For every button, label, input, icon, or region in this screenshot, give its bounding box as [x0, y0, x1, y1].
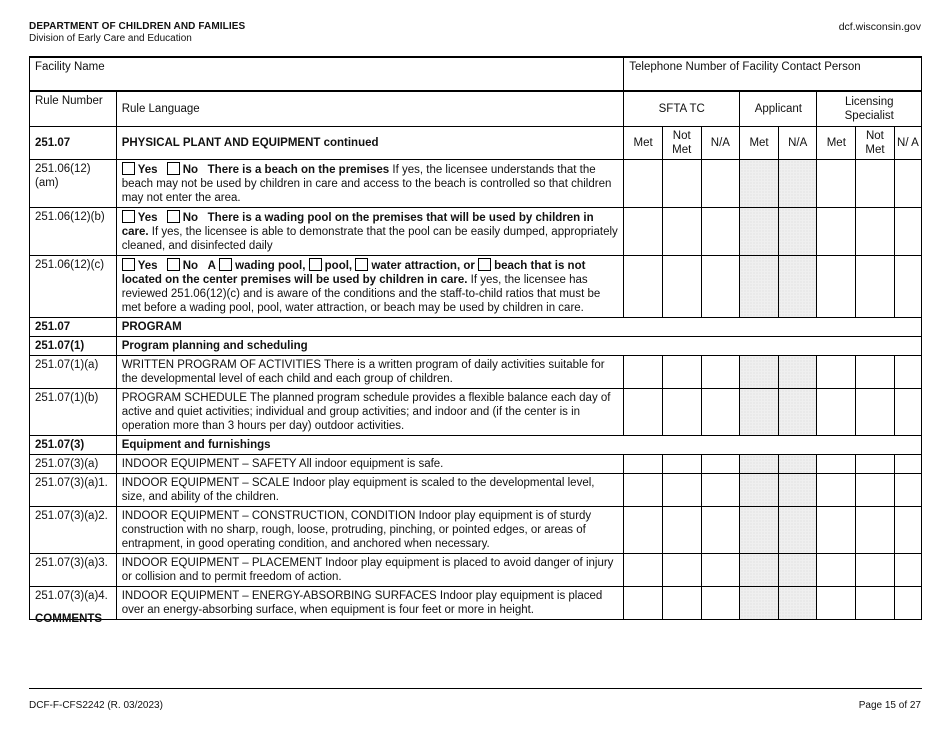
- page-number: Page 15 of 27: [858, 700, 921, 711]
- sfta-not-met-cell[interactable]: [662, 554, 701, 587]
- no-label: No: [182, 260, 199, 272]
- section-number: 251.07: [30, 318, 117, 337]
- yes-label: Yes: [137, 164, 158, 176]
- rule-number: 251.07(1)(a): [30, 356, 117, 389]
- table-row: [30, 160, 922, 208]
- licensing-met-cell[interactable]: [817, 455, 856, 474]
- sfta-met-cell[interactable]: [624, 554, 663, 587]
- no-label: No: [182, 212, 199, 224]
- rule-number: 251.07(3)(a)2.: [30, 507, 117, 554]
- telephone-label: Telephone Number of Facility Contact Person: [629, 61, 861, 73]
- table-row: [30, 455, 922, 474]
- table-row: [30, 587, 922, 620]
- licensing-met-header: Met: [817, 127, 856, 160]
- rule-language: [116, 256, 624, 318]
- yes-label: Yes: [137, 260, 158, 272]
- table-row: [30, 474, 922, 507]
- water-attraction-checkbox[interactable]: [355, 258, 368, 271]
- table-row: [30, 554, 922, 587]
- rule-language: INDOOR EQUIPMENT – PLACEMENT Indoor play equipment is placed to avoid danger of injury or collision and to permit freedom of action.: [116, 554, 624, 587]
- department-name: DEPARTMENT OF CHILDREN AND FAMILIES: [29, 21, 246, 32]
- sfta-not-met-cell[interactable]: [662, 208, 701, 256]
- licensing-na-header: N/ A: [894, 127, 921, 160]
- licensing-met-cell[interactable]: [817, 160, 856, 208]
- licensing-met-cell[interactable]: [817, 554, 856, 587]
- sfta-met-cell[interactable]: [624, 507, 663, 554]
- rule-number: 251.07(3)(a): [30, 455, 117, 474]
- licensing-na-cell[interactable]: [894, 208, 921, 256]
- facility-name-label: Facility Name: [35, 61, 105, 73]
- sfta-met-cell[interactable]: [624, 587, 663, 620]
- applicant-met-cell[interactable]: [740, 507, 779, 554]
- sfta-not-met-cell[interactable]: [662, 160, 701, 208]
- licensing-na-cell[interactable]: [894, 474, 921, 507]
- sfta-met-cell[interactable]: [624, 356, 663, 389]
- licensing-not-met-cell[interactable]: [856, 507, 895, 554]
- applicant-met-header: Met: [740, 127, 779, 160]
- licensing-na-cell[interactable]: [894, 356, 921, 389]
- facility-info-row: [30, 58, 922, 92]
- sfta-not-met-cell[interactable]: [662, 356, 701, 389]
- subsection-number: 251.07(1): [30, 337, 117, 356]
- licensing-na-cell[interactable]: [894, 389, 921, 436]
- a-label: A: [207, 260, 216, 272]
- section-header-row: [30, 127, 922, 160]
- group-applicant: Applicant: [740, 91, 817, 127]
- licensing-met-cell[interactable]: [817, 256, 856, 318]
- licensing-met-cell[interactable]: [817, 356, 856, 389]
- licensing-na-cell[interactable]: [894, 507, 921, 554]
- sfta-not-met-cell[interactable]: [662, 256, 701, 318]
- licensing-met-cell[interactable]: [817, 208, 856, 256]
- licensing-not-met-cell[interactable]: [856, 389, 895, 436]
- rule-language: PROGRAM SCHEDULE The planned program schedule provides a flexible balance each day of active and quiet activities; individual and group activities; and indoor and (if the center is in operation more than 3 hours per day) outdoor activities.: [116, 389, 624, 436]
- applicant-na-cell[interactable]: [778, 507, 817, 554]
- rule-statement: There is a beach on the premises: [207, 164, 390, 176]
- sfta-na-cell[interactable]: [701, 256, 740, 318]
- applicant-met-cell[interactable]: [740, 455, 779, 474]
- section-title: PROGRAM: [116, 318, 921, 337]
- rule-number: 251.06(12)(am): [30, 160, 117, 208]
- sfta-na-cell[interactable]: [701, 554, 740, 587]
- rule-language: [116, 208, 624, 256]
- table-row: [30, 256, 922, 318]
- licensing-not-met-cell[interactable]: [856, 474, 895, 507]
- yes-checkbox[interactable]: [122, 162, 135, 175]
- sfta-met-cell[interactable]: [624, 256, 663, 318]
- subsection-title: Equipment and furnishings: [116, 436, 921, 455]
- rule-language: WRITTEN PROGRAM OF ACTIVITIES There is a written program of daily activities suitable for the developmental level of each child and each group of children.: [116, 356, 624, 389]
- wading-pool-checkbox[interactable]: [219, 258, 232, 271]
- licensing-na-cell[interactable]: [894, 160, 921, 208]
- group-licensing-specialist: Licensing Specialist: [817, 91, 922, 127]
- applicant-met-cell[interactable]: [740, 356, 779, 389]
- licensing-met-cell[interactable]: [817, 587, 856, 620]
- sfta-not-met-cell[interactable]: [662, 587, 701, 620]
- sfta-not-met-cell[interactable]: [662, 474, 701, 507]
- rule-language: INDOOR EQUIPMENT – ENERGY-ABSORBING SURFACES Indoor play equipment is placed over an energy-absorbing surface, when equipment is four feet or more in height.: [116, 587, 624, 620]
- sfta-na-cell[interactable]: [701, 587, 740, 620]
- licensing-met-cell[interactable]: [817, 389, 856, 436]
- rule-statement: located on the center premises will be used by children in care.: [121, 274, 468, 286]
- applicant-na-cell[interactable]: [778, 160, 817, 208]
- rule-detail: If yes, the licensee is able to demonstrate that the pool can be easily dumped, appropriately cleaned, and disinfected daily: [121, 226, 618, 252]
- comments-label: COMMENTS: [35, 613, 103, 625]
- division-name: Division of Early Care and Education: [29, 33, 192, 44]
- licensing-na-cell[interactable]: [894, 256, 921, 318]
- no-checkbox[interactable]: [167, 162, 180, 175]
- rule-number: 251.07(3)(a)1.: [30, 474, 117, 507]
- rule-number: 251.06(12)(b): [30, 208, 117, 256]
- sfta-met-cell[interactable]: [624, 208, 663, 256]
- sfta-na-cell[interactable]: [701, 455, 740, 474]
- section-title: PHYSICAL PLANT AND EQUIPMENT continued: [116, 127, 624, 160]
- licensing-not-met-header: Not Met: [856, 127, 895, 160]
- applicant-na-cell[interactable]: [778, 356, 817, 389]
- group-sfta-tc: SFTA TC: [624, 91, 740, 127]
- form-number: DCF-F-CFS2242 (R. 03/2023): [29, 700, 163, 711]
- yes-label: Yes: [137, 212, 158, 224]
- subsection-header-row: [30, 436, 922, 455]
- rule-language: [116, 160, 624, 208]
- rule-number: 251.07(3)(a)4.: [30, 587, 117, 620]
- no-checkbox[interactable]: [167, 258, 180, 271]
- beach-label: beach that is not: [494, 260, 586, 272]
- licensing-met-cell[interactable]: [817, 474, 856, 507]
- website: dcf.wisconsin.gov: [838, 21, 921, 33]
- licensing-checklist-table: [29, 57, 922, 620]
- subsection-title: Program planning and scheduling: [116, 337, 921, 356]
- wading-pool-label: wading pool,: [235, 260, 306, 272]
- sfta-not-met-cell[interactable]: [662, 455, 701, 474]
- col-rule-number: Rule Number: [30, 91, 117, 127]
- rule-number: 251.06(12)(c): [30, 256, 117, 318]
- applicant-na-cell[interactable]: [778, 474, 817, 507]
- rule-language: INDOOR EQUIPMENT – SCALE Indoor play equipment is scaled to the developmental level, size, and ability of the children.: [116, 474, 624, 507]
- licensing-na-cell[interactable]: [894, 587, 921, 620]
- sfta-met-header: Met: [624, 127, 663, 160]
- yes-checkbox[interactable]: [122, 258, 135, 271]
- applicant-na-header: N/A: [778, 127, 817, 160]
- licensing-not-met-cell[interactable]: [856, 208, 895, 256]
- licensing-not-met-cell[interactable]: [856, 587, 895, 620]
- sfta-na-cell[interactable]: [701, 474, 740, 507]
- licensing-na-cell[interactable]: [894, 455, 921, 474]
- table-row: [30, 356, 922, 389]
- pool-label: pool,: [324, 260, 353, 272]
- telephone-field[interactable]: [624, 58, 922, 92]
- column-header-row: [30, 91, 922, 127]
- rule-number: 251.07(3)(a)3.: [30, 554, 117, 587]
- applicant-na-cell[interactable]: [778, 389, 817, 436]
- rule-language: INDOOR EQUIPMENT – CONSTRUCTION, CONDITION Indoor play equipment is of sturdy construction with no sharp, rough, loose, protruding, pinching, or pointed edges, or areas of entrapment, in good operating condition, and anchored when necessary.: [116, 507, 624, 554]
- applicant-met-cell[interactable]: [740, 160, 779, 208]
- rule-statement: There is a wading pool on the premises that will be used by children in care.: [121, 212, 594, 238]
- table-row: [30, 389, 922, 436]
- sfta-na-cell[interactable]: [701, 507, 740, 554]
- rule-detail: If yes, the licensee has reviewed 251.06(12)(c) and is aware of the conditions and the staff-to-child ratios that must be met before a wading pool, pool, water attraction, or beach may be used by children in care.: [121, 274, 601, 314]
- table-row: [30, 208, 922, 256]
- licensing-not-met-cell[interactable]: [856, 356, 895, 389]
- applicant-met-cell[interactable]: [740, 587, 779, 620]
- no-label: No: [182, 164, 199, 176]
- sfta-not-met-cell[interactable]: [662, 389, 701, 436]
- sfta-met-cell[interactable]: [624, 389, 663, 436]
- facility-name-field[interactable]: [30, 58, 624, 92]
- col-rule-language: Rule Language: [116, 91, 624, 127]
- licensing-not-met-cell[interactable]: [856, 554, 895, 587]
- sfta-not-met-cell[interactable]: [662, 507, 701, 554]
- licensing-met-cell[interactable]: [817, 507, 856, 554]
- sfta-met-cell[interactable]: [624, 455, 663, 474]
- applicant-na-cell[interactable]: [778, 455, 817, 474]
- no-checkbox[interactable]: [167, 210, 180, 223]
- licensing-not-met-cell[interactable]: [856, 160, 895, 208]
- applicant-na-cell[interactable]: [778, 554, 817, 587]
- applicant-met-cell[interactable]: [740, 256, 779, 318]
- applicant-met-cell[interactable]: [740, 208, 779, 256]
- sfta-met-cell[interactable]: [624, 160, 663, 208]
- licensing-na-cell[interactable]: [894, 554, 921, 587]
- table-row: [30, 507, 922, 554]
- rule-language: INDOOR EQUIPMENT – SAFETY All indoor equipment is safe.: [116, 455, 624, 474]
- applicant-na-cell[interactable]: [778, 587, 817, 620]
- sfta-na-cell[interactable]: [701, 389, 740, 436]
- subsection-header-row: [30, 337, 922, 356]
- sfta-met-cell[interactable]: [624, 474, 663, 507]
- applicant-met-cell[interactable]: [740, 389, 779, 436]
- applicant-na-cell[interactable]: [778, 208, 817, 256]
- beach-checkbox[interactable]: [478, 258, 491, 271]
- applicant-met-cell[interactable]: [740, 554, 779, 587]
- sfta-not-met-header: Not Met: [662, 127, 701, 160]
- sfta-na-cell[interactable]: [701, 160, 740, 208]
- sfta-na-cell[interactable]: [701, 356, 740, 389]
- subsection-number: 251.07(3): [30, 436, 117, 455]
- applicant-na-cell[interactable]: [778, 256, 817, 318]
- rule-number: 251.07(1)(b): [30, 389, 117, 436]
- section-header-row: [30, 318, 922, 337]
- applicant-met-cell[interactable]: [740, 474, 779, 507]
- pool-checkbox[interactable]: [309, 258, 322, 271]
- sfta-na-cell[interactable]: [701, 208, 740, 256]
- section-number: 251.07: [30, 127, 117, 160]
- water-attraction-label: water attraction, or: [371, 260, 475, 272]
- rule-detail: If yes, the licensee understands that the beach may not be used by children in care and access to the beach is controlled so that children may not enter the area.: [121, 164, 612, 204]
- footer-rule: [29, 688, 922, 689]
- yes-checkbox[interactable]: [122, 210, 135, 223]
- sfta-na-header: N/A: [701, 127, 740, 160]
- licensing-not-met-cell[interactable]: [856, 455, 895, 474]
- licensing-not-met-cell[interactable]: [856, 256, 895, 318]
